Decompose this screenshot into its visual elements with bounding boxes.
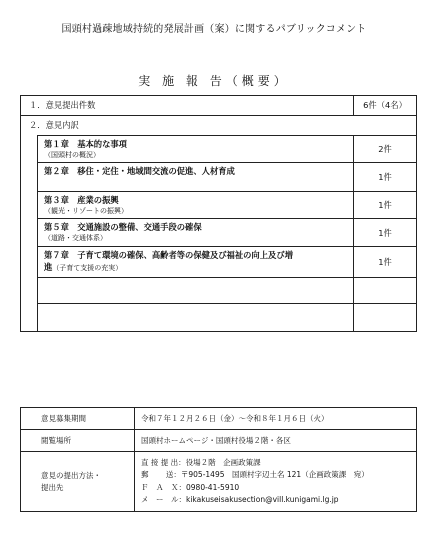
chapter-3-title: 第３章 産業の振興	[44, 195, 119, 205]
chapter-2-count: 1件	[354, 163, 417, 192]
submission-method-value	[135, 452, 417, 512]
chapter-3-cell	[38, 192, 354, 219]
chapter-7-cell	[38, 247, 354, 278]
submission-count-value: 6件（4名）	[354, 96, 417, 116]
chapter-3-subtitle: （観光・リゾートの振興）	[44, 207, 128, 215]
chapter-5-title: 第５章 交通施設の整備、交通手段の確保	[44, 222, 202, 232]
submission-count-label: １．意見提出件数	[21, 96, 354, 116]
submission-method-label-line1: 意見の提出方法・	[41, 470, 101, 480]
contact-email[interactable]: メ ー ル：kikakuseisakusection@vill.kunigami.lg.jp	[141, 494, 339, 504]
document-title: 国頭村過疎地域持続的発展計画（案）に関するパブリックコメント	[61, 24, 367, 35]
blank-row-2	[38, 304, 354, 332]
chapter-2-title: 第２章 移住・定住・地域間交流の促進、人材育成	[44, 166, 235, 176]
chapter-7-subtitle: （子育て支援の充実）	[52, 264, 123, 272]
chapter-5-cell	[38, 219, 354, 247]
chapter-3-count: 1件	[354, 192, 417, 219]
info-table	[20, 407, 417, 512]
chapter-5-count: 1件	[354, 219, 417, 247]
chapter-7-title: 第７章 子育て環境の確保、高齢者等の保健及び福祉の向上及び増	[44, 250, 293, 260]
chapter-1-title: 第１章 基本的な事項	[44, 139, 127, 149]
viewing-value: 国頭村ホームページ・国頭村役場２階・各区	[135, 430, 417, 452]
contact-direct: 直 接 提 出：役場２階 企画政策課	[141, 458, 261, 468]
chapter-7-count: 1件	[354, 247, 417, 278]
blank-row-1	[38, 278, 354, 304]
breakdown-label: ２．意見内訳	[21, 116, 417, 136]
viewing-label: 閲覧場所	[21, 430, 135, 452]
contact-mail: 郵 送：〒905-1495 国頭村字辺土名 121（企画政策課 宛）	[141, 470, 369, 480]
chapter-1-cell	[38, 136, 354, 163]
submission-method-label-line2: 提出先	[41, 482, 64, 492]
chapter-7-title-cont: 進	[44, 262, 53, 272]
period-label: 意見募集期間	[21, 408, 135, 430]
chapter-5-subtitle: （道路・交通体系）	[44, 234, 107, 242]
period-value: 令和７年１２月２６日（金）～令和８年１月６日（火）	[135, 408, 417, 430]
submission-method-label	[21, 452, 135, 512]
summary-table	[20, 95, 417, 332]
chapter-2-cell	[38, 163, 354, 192]
contact-fax: Ｆ Ａ Ｘ：0980-41-5910	[141, 482, 240, 492]
chapter-1-count: 2件	[354, 136, 417, 163]
chapter-1-subtitle: （国頭村の概況）	[44, 151, 100, 159]
report-heading: 実 施 報 告（概要）	[138, 74, 290, 88]
